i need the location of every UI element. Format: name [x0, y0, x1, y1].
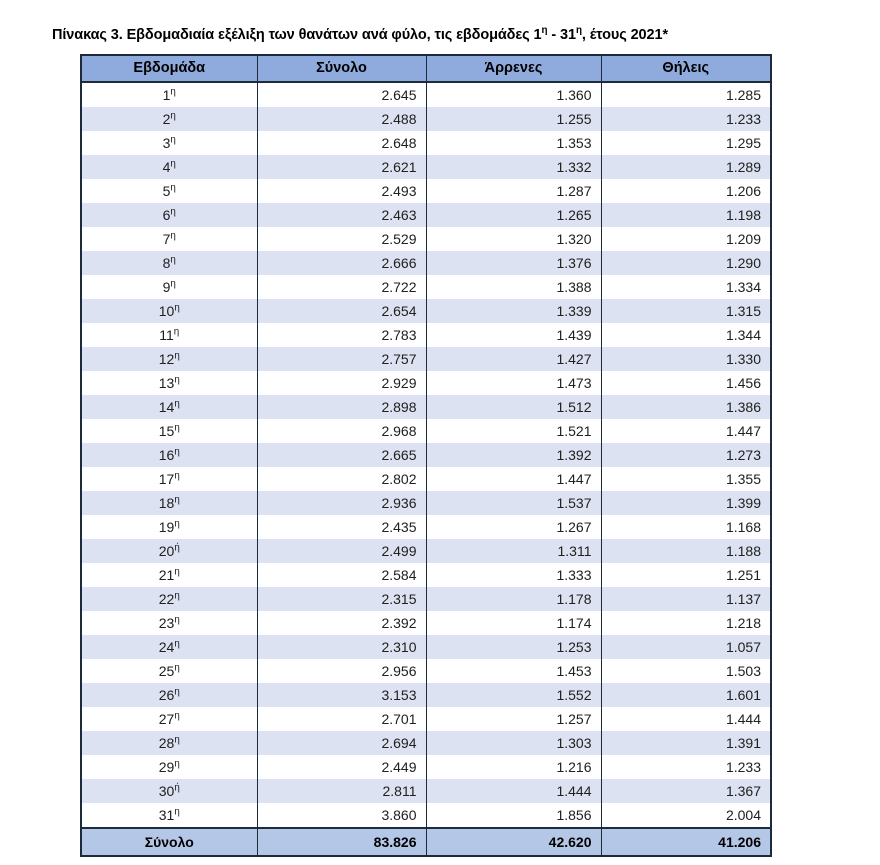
week-ordinal-suffix: η — [174, 590, 180, 602]
cell-female: 1.251 — [601, 563, 771, 587]
table-title-sup-first: η — [541, 25, 548, 37]
cell-total: 2.898 — [257, 395, 426, 419]
cell-female: 1.334 — [601, 275, 771, 299]
week-number: 11 — [159, 327, 174, 343]
cell-total-male: 42.620 — [426, 828, 601, 856]
column-header-total: Σύνολο — [257, 55, 426, 82]
cell-total: 2.665 — [257, 443, 426, 467]
table-row — [81, 659, 771, 683]
cell-total: 2.783 — [257, 323, 426, 347]
cell-male: 1.287 — [426, 179, 601, 203]
cell-female: 1.057 — [601, 635, 771, 659]
week-ordinal-suffix: η — [170, 182, 176, 194]
cell-male: 1.376 — [426, 251, 601, 275]
table-row — [81, 539, 771, 563]
table-row — [81, 155, 771, 179]
week-number: 28 — [158, 735, 175, 751]
table-row — [81, 227, 771, 251]
table-title-suffix: , έτους 2021* — [581, 27, 668, 43]
cell-total: 2.956 — [257, 659, 426, 683]
cell-male: 1.427 — [426, 347, 601, 371]
cell-total-sum: 83.826 — [257, 828, 426, 856]
cell-total: 2.449 — [257, 755, 426, 779]
week-number: 2 — [162, 111, 171, 127]
cell-total: 2.463 — [257, 203, 426, 227]
week-number: 17 — [158, 471, 175, 487]
week-number: 10 — [158, 303, 175, 319]
cell-female: 1.218 — [601, 611, 771, 635]
table-header-row — [81, 55, 771, 82]
week-ordinal-suffix: η — [174, 470, 180, 482]
week-ordinal-suffix: η — [174, 614, 180, 626]
table-row — [81, 323, 771, 347]
cell-total: 2.701 — [257, 707, 426, 731]
cell-total: 2.584 — [257, 563, 426, 587]
cell-male: 1.333 — [426, 563, 601, 587]
cell-female: 1.137 — [601, 587, 771, 611]
cell-female: 1.355 — [601, 467, 771, 491]
week-ordinal-suffix: η — [174, 422, 180, 434]
table-row — [81, 707, 771, 731]
table-row — [81, 491, 771, 515]
table-header — [81, 55, 771, 82]
cell-male: 1.512 — [426, 395, 601, 419]
cell-female: 1.233 — [601, 755, 771, 779]
table-row — [81, 683, 771, 707]
cell-total: 2.757 — [257, 347, 426, 371]
cell-total: 2.435 — [257, 515, 426, 539]
cell-female: 1.344 — [601, 323, 771, 347]
cell-female: 1.444 — [601, 707, 771, 731]
table-row — [81, 779, 771, 803]
cell-male: 1.303 — [426, 731, 601, 755]
cell-male: 1.447 — [426, 467, 601, 491]
week-number: 15 — [158, 423, 175, 439]
cell-female: 1.330 — [601, 347, 771, 371]
cell-total: 2.929 — [257, 371, 426, 395]
cell-total: 3.860 — [257, 803, 426, 828]
cell-week — [81, 179, 257, 203]
cell-total: 2.499 — [257, 539, 426, 563]
week-number: 30 — [158, 783, 175, 799]
cell-week — [81, 755, 257, 779]
week-ordinal-suffix: η — [174, 686, 180, 698]
cell-total: 2.529 — [257, 227, 426, 251]
table-row — [81, 803, 771, 828]
week-number: 16 — [158, 447, 175, 463]
cell-female: 1.168 — [601, 515, 771, 539]
table-row — [81, 587, 771, 611]
week-number: 13 — [158, 375, 175, 391]
cell-week — [81, 227, 257, 251]
cell-week — [81, 371, 257, 395]
week-ordinal-suffix: η — [174, 638, 180, 650]
week-number: 27 — [158, 711, 175, 727]
cell-week — [81, 467, 257, 491]
cell-total: 3.153 — [257, 683, 426, 707]
week-ordinal-suffix: η — [174, 734, 180, 746]
week-ordinal-suffix: η — [174, 518, 180, 530]
cell-male: 1.360 — [426, 82, 601, 107]
cell-female: 1.289 — [601, 155, 771, 179]
week-number: 5 — [162, 183, 171, 199]
cell-total: 2.968 — [257, 419, 426, 443]
table-body — [81, 82, 771, 856]
table-row — [81, 107, 771, 131]
cell-week — [81, 587, 257, 611]
week-ordinal-suffix: η — [174, 374, 180, 386]
cell-total: 2.811 — [257, 779, 426, 803]
week-ordinal-suffix: η — [174, 350, 180, 362]
week-ordinal-suffix: η — [174, 494, 180, 506]
table-row — [81, 635, 771, 659]
week-number: 1 — [162, 87, 171, 103]
cell-female: 1.503 — [601, 659, 771, 683]
week-number: 20 — [158, 543, 175, 559]
week-ordinal-suffix: η — [170, 158, 176, 170]
week-number: 8 — [162, 255, 171, 271]
column-header-male: Άρρενες — [426, 55, 601, 82]
cell-week — [81, 419, 257, 443]
cell-male: 1.339 — [426, 299, 601, 323]
cell-week — [81, 299, 257, 323]
cell-female: 1.206 — [601, 179, 771, 203]
table-row — [81, 515, 771, 539]
week-ordinal-suffix: η — [174, 710, 180, 722]
cell-male: 1.332 — [426, 155, 601, 179]
week-number: 18 — [158, 495, 175, 511]
cell-week — [81, 803, 257, 828]
cell-male: 1.552 — [426, 683, 601, 707]
cell-male: 1.174 — [426, 611, 601, 635]
week-ordinal-suffix: η — [174, 398, 180, 410]
cell-week — [81, 563, 257, 587]
week-ordinal-suffix: η — [170, 134, 176, 146]
cell-week — [81, 155, 257, 179]
cell-week — [81, 779, 257, 803]
cell-week — [81, 515, 257, 539]
week-number: 3 — [162, 135, 171, 151]
cell-week — [81, 323, 257, 347]
cell-total-label: Σύνολο — [81, 828, 257, 856]
week-ordinal-suffix: η — [170, 230, 176, 242]
week-number: 22 — [158, 591, 175, 607]
cell-male: 1.537 — [426, 491, 601, 515]
cell-male: 1.439 — [426, 323, 601, 347]
week-number: 19 — [158, 519, 175, 535]
week-number: 12 — [158, 351, 175, 367]
cell-total: 2.722 — [257, 275, 426, 299]
cell-female: 1.233 — [601, 107, 771, 131]
cell-week — [81, 395, 257, 419]
week-number: 31 — [158, 807, 175, 823]
cell-total: 2.802 — [257, 467, 426, 491]
cell-week — [81, 731, 257, 755]
cell-male: 1.444 — [426, 779, 601, 803]
cell-week — [81, 443, 257, 467]
week-number: 25 — [158, 663, 175, 679]
week-number: 4 — [162, 159, 171, 175]
cell-male: 1.320 — [426, 227, 601, 251]
cell-total: 2.493 — [257, 179, 426, 203]
cell-total-female: 41.206 — [601, 828, 771, 856]
cell-male: 1.453 — [426, 659, 601, 683]
cell-female: 1.198 — [601, 203, 771, 227]
table-row — [81, 755, 771, 779]
table-row — [81, 179, 771, 203]
table-row — [81, 371, 771, 395]
table-total-row — [81, 828, 771, 856]
week-ordinal-suffix: η — [170, 254, 176, 266]
cell-week — [81, 683, 257, 707]
cell-female: 1.209 — [601, 227, 771, 251]
cell-male: 1.267 — [426, 515, 601, 539]
cell-total: 2.936 — [257, 491, 426, 515]
week-ordinal-suffix: η — [170, 110, 176, 122]
week-ordinal-suffix: η — [174, 566, 180, 578]
table-row — [81, 419, 771, 443]
column-header-female: Θήλεις — [601, 55, 771, 82]
cell-male: 1.265 — [426, 203, 601, 227]
cell-male: 1.216 — [426, 755, 601, 779]
cell-total: 2.392 — [257, 611, 426, 635]
cell-female: 1.391 — [601, 731, 771, 755]
table-title-mid: - 31 — [547, 27, 576, 43]
cell-male: 1.253 — [426, 635, 601, 659]
cell-total: 2.621 — [257, 155, 426, 179]
table-title-prefix: Πίνακας 3. Εβδομαδιαία εξέλιξη των θανάτων ανά φύλο, τις εβδομάδες 1 — [52, 27, 542, 43]
cell-week — [81, 107, 257, 131]
week-ordinal-suffix: η — [174, 662, 180, 674]
week-ordinal-suffix: ή — [174, 782, 180, 794]
cell-week — [81, 275, 257, 299]
table-row — [81, 563, 771, 587]
week-ordinal-suffix: η — [174, 758, 180, 770]
week-ordinal-suffix: η — [174, 302, 180, 314]
cell-total: 2.654 — [257, 299, 426, 323]
cell-female: 1.367 — [601, 779, 771, 803]
cell-total: 2.315 — [257, 587, 426, 611]
cell-week — [81, 707, 257, 731]
week-ordinal-suffix: η — [174, 806, 180, 818]
cell-week — [81, 659, 257, 683]
table-title-sup-second: η — [575, 25, 582, 37]
table-row — [81, 131, 771, 155]
cell-female: 2.004 — [601, 803, 771, 828]
week-number: 21 — [158, 567, 175, 583]
week-ordinal-suffix: η — [173, 326, 180, 338]
table-row — [81, 82, 771, 107]
cell-female: 1.295 — [601, 131, 771, 155]
week-ordinal-suffix: η — [170, 86, 176, 98]
cell-male: 1.392 — [426, 443, 601, 467]
week-number: 23 — [158, 615, 175, 631]
table-row — [81, 731, 771, 755]
cell-total: 2.645 — [257, 82, 426, 107]
week-number: 6 — [162, 207, 171, 223]
cell-male: 1.856 — [426, 803, 601, 828]
table-row — [81, 203, 771, 227]
table-row — [81, 443, 771, 467]
cell-total: 2.694 — [257, 731, 426, 755]
cell-female: 1.290 — [601, 251, 771, 275]
cell-female: 1.456 — [601, 371, 771, 395]
cell-male: 1.257 — [426, 707, 601, 731]
week-number: 7 — [162, 231, 171, 247]
cell-week — [81, 539, 257, 563]
column-header-week: Εβδομάδα — [81, 55, 257, 82]
cell-male: 1.388 — [426, 275, 601, 299]
cell-total: 2.666 — [257, 251, 426, 275]
cell-female: 1.447 — [601, 419, 771, 443]
cell-female: 1.285 — [601, 82, 771, 107]
cell-total: 2.310 — [257, 635, 426, 659]
cell-male: 1.178 — [426, 587, 601, 611]
cell-week — [81, 347, 257, 371]
week-ordinal-suffix: ή — [174, 542, 180, 554]
cell-female: 1.273 — [601, 443, 771, 467]
cell-male: 1.521 — [426, 419, 601, 443]
table-row — [81, 275, 771, 299]
cell-female: 1.188 — [601, 539, 771, 563]
cell-female: 1.315 — [601, 299, 771, 323]
table-row — [81, 347, 771, 371]
cell-female: 1.399 — [601, 491, 771, 515]
cell-week — [81, 82, 257, 107]
cell-total: 2.488 — [257, 107, 426, 131]
cell-week — [81, 611, 257, 635]
cell-week — [81, 251, 257, 275]
week-ordinal-suffix: η — [170, 278, 176, 290]
cell-male: 1.255 — [426, 107, 601, 131]
cell-week — [81, 635, 257, 659]
cell-female: 1.601 — [601, 683, 771, 707]
table-row — [81, 299, 771, 323]
week-number: 29 — [158, 759, 175, 775]
week-number: 26 — [158, 687, 175, 703]
cell-male: 1.473 — [426, 371, 601, 395]
table-row — [81, 467, 771, 491]
cell-week — [81, 491, 257, 515]
week-number: 14 — [158, 399, 175, 415]
table-row — [81, 395, 771, 419]
week-ordinal-suffix: η — [174, 446, 180, 458]
weekly-deaths-table — [80, 54, 772, 857]
cell-male: 1.311 — [426, 539, 601, 563]
week-number: 24 — [158, 639, 175, 655]
cell-male: 1.353 — [426, 131, 601, 155]
cell-female: 1.386 — [601, 395, 771, 419]
table-row — [81, 611, 771, 635]
cell-week — [81, 131, 257, 155]
cell-total: 2.648 — [257, 131, 426, 155]
cell-week — [81, 203, 257, 227]
table-title — [52, 27, 852, 43]
table-row — [81, 251, 771, 275]
week-number: 9 — [162, 279, 171, 295]
week-ordinal-suffix: η — [170, 206, 176, 218]
